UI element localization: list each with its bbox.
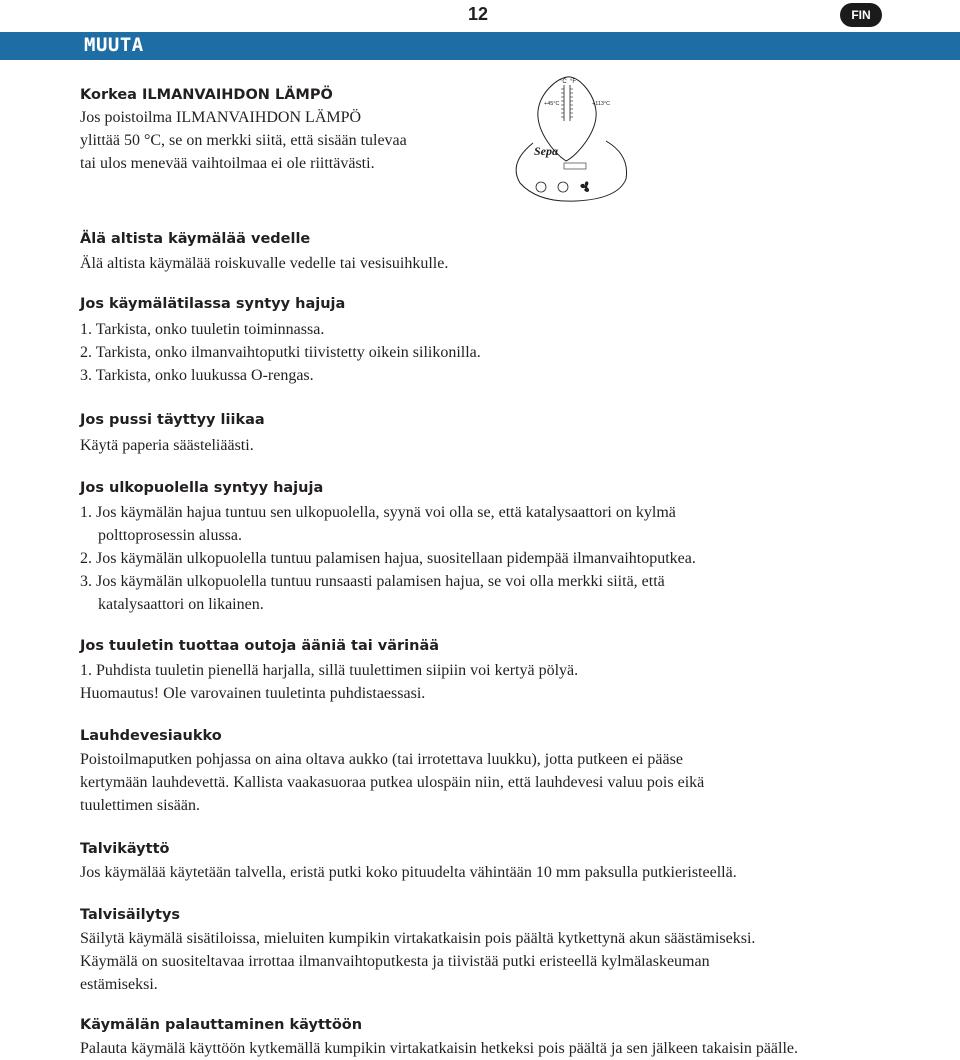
- text-line: 2. Jos käymälän ulkopuolella tuntuu palamisen hajua, suositellaan pidempää ilmanvaihtoputkea.: [80, 550, 696, 567]
- brand-logo: Sepa: [534, 144, 558, 158]
- heater-button-icon: [558, 182, 568, 192]
- ventilation-temperature-illustration: [506, 71, 628, 203]
- text-line: ylittää 50 °C, se on merkki siitä, että sisään tulevaa: [80, 132, 407, 149]
- section-text-odors-outside: [80, 501, 696, 616]
- text-line: 1. Tarkista, onko tuuletin toiminnassa.: [80, 321, 325, 338]
- text-line: 3. Jos käymälän ulkopuolella tuntuu runsaasti palamisen hajua, se voi olla merkki siitä, että: [80, 573, 665, 590]
- section-text-winter-use: [80, 861, 737, 884]
- text-line: 1. Puhdista tuuletin pienellä harjalla, sillä tuulettimen siipiin voi kertyä pölyä.: [80, 662, 579, 679]
- section-text-water-exposure: [80, 252, 448, 275]
- display-window: [564, 163, 586, 169]
- section-text-winter-storage: [80, 927, 755, 996]
- section-heading-winter-storage: Talvisäilytys: [80, 907, 181, 923]
- section-heading-bag-fills: Jos pussi täyttyy liikaa: [80, 412, 265, 428]
- text-line: Jos poistoilma ILMANVAIHDON LÄMPÖ: [80, 109, 362, 126]
- section-heading-fan-noise: Jos tuuletin tuottaa outoja ääniä tai värinää: [80, 638, 440, 654]
- text-line: katalysaattori on likainen.: [98, 596, 264, 613]
- section-heading-odors-outside: Jos ulkopuolella syntyy hajuja: [80, 480, 324, 496]
- text-line: polttoprosessin alussa.: [98, 527, 242, 544]
- section-heading-return-to-use: Käymälän palauttaminen käyttöön: [80, 1017, 363, 1033]
- power-button-icon: [536, 182, 546, 192]
- section-text-condensation-hole: [80, 748, 704, 817]
- section-text-odors-inside: [80, 318, 481, 387]
- text-line: Säilytä käymälä sisätiloissa, mieluiten kumpikin virtakatkaisin pois päältä kytkettynä akun säästämiseksi.: [80, 930, 756, 947]
- text-line: Huomautus! Ole varovainen tuuletinta puhdistaessasi.: [80, 685, 426, 702]
- fan-icon: [580, 181, 589, 192]
- section-heading-condensation-hole: Lauhdevesiaukko: [80, 728, 222, 744]
- section-text-bag-fills: [80, 434, 254, 457]
- text-line: 2. Tarkista, onko ilmanvaihtoputki tiivistetty oikein silikonilla.: [80, 344, 481, 361]
- section-text-high-vent-temperature: [80, 106, 407, 175]
- text-line: tai ulos menevää vaihtoilmaa ei ole riittävästi.: [80, 155, 375, 172]
- language-badge: FIN: [840, 3, 882, 27]
- text-line: Palauta käymälä käyttöön kytkemällä kumpikin virtakatkaisin hetkeksi pois päältä ja sen jälkeen takaisin päälle.: [80, 1040, 799, 1057]
- text-line: 1. Jos käymälän hajua tuntuu sen ulkopuolella, syynä voi olla se, että katalysaattori on kylmä: [80, 504, 676, 521]
- section-banner: [0, 32, 960, 60]
- text-line: kertymään lauhdevettä. Kallista vaakasuoraa putkea ulospäin niin, että lauhdevesi valuu pois eikä: [80, 774, 705, 791]
- text-line: Käytä paperia säästeliäästi.: [80, 437, 254, 454]
- page-number: 12: [468, 4, 489, 24]
- section-heading-high-vent-temperature: Korkea ILMANVAIHDON LÄMPÖ: [80, 87, 333, 103]
- text-line: Poistoilmaputken pohjassa on aina oltava aukko (tai irrotettava luukku), jotta putkeen ei pääse: [80, 751, 683, 768]
- section-heading-winter-use: Talvikäyttö: [80, 841, 170, 857]
- section-text-fan-noise: [80, 659, 578, 705]
- section-text-return-to-use: [80, 1037, 798, 1060]
- text-line: Käymälä on suositeltavaa irrottaa ilmanvaihtoputkesta ja tiivistää putki eristeellä kylmälaskeuman: [80, 953, 710, 970]
- text-line: 3. Tarkista, onko luukussa O-rengas.: [80, 367, 314, 384]
- text-line: Älä altista käymälää roiskuvalle vedelle tai vesisuihkulle.: [80, 255, 449, 272]
- temp-label-right: +113°C: [592, 101, 611, 107]
- text-line: tuulettimen sisään.: [80, 797, 200, 814]
- unit-celsius: °C: [560, 79, 567, 85]
- banner-title: MUUTA: [84, 34, 144, 56]
- unit-fahrenheit: °F: [570, 79, 577, 85]
- section-heading-odors-inside: Jos käymälätilassa syntyy hajuja: [80, 296, 346, 312]
- temp-label-left: +45°C: [544, 101, 560, 107]
- section-heading-water-exposure: Älä altista käymälää vedelle: [80, 231, 311, 247]
- text-line: Jos käymälää käytetään talvella, eristä putki koko pituudelta vähintään 10 mm paksulla putkieristeellä.: [80, 864, 737, 881]
- text-line: estämiseksi.: [80, 976, 158, 993]
